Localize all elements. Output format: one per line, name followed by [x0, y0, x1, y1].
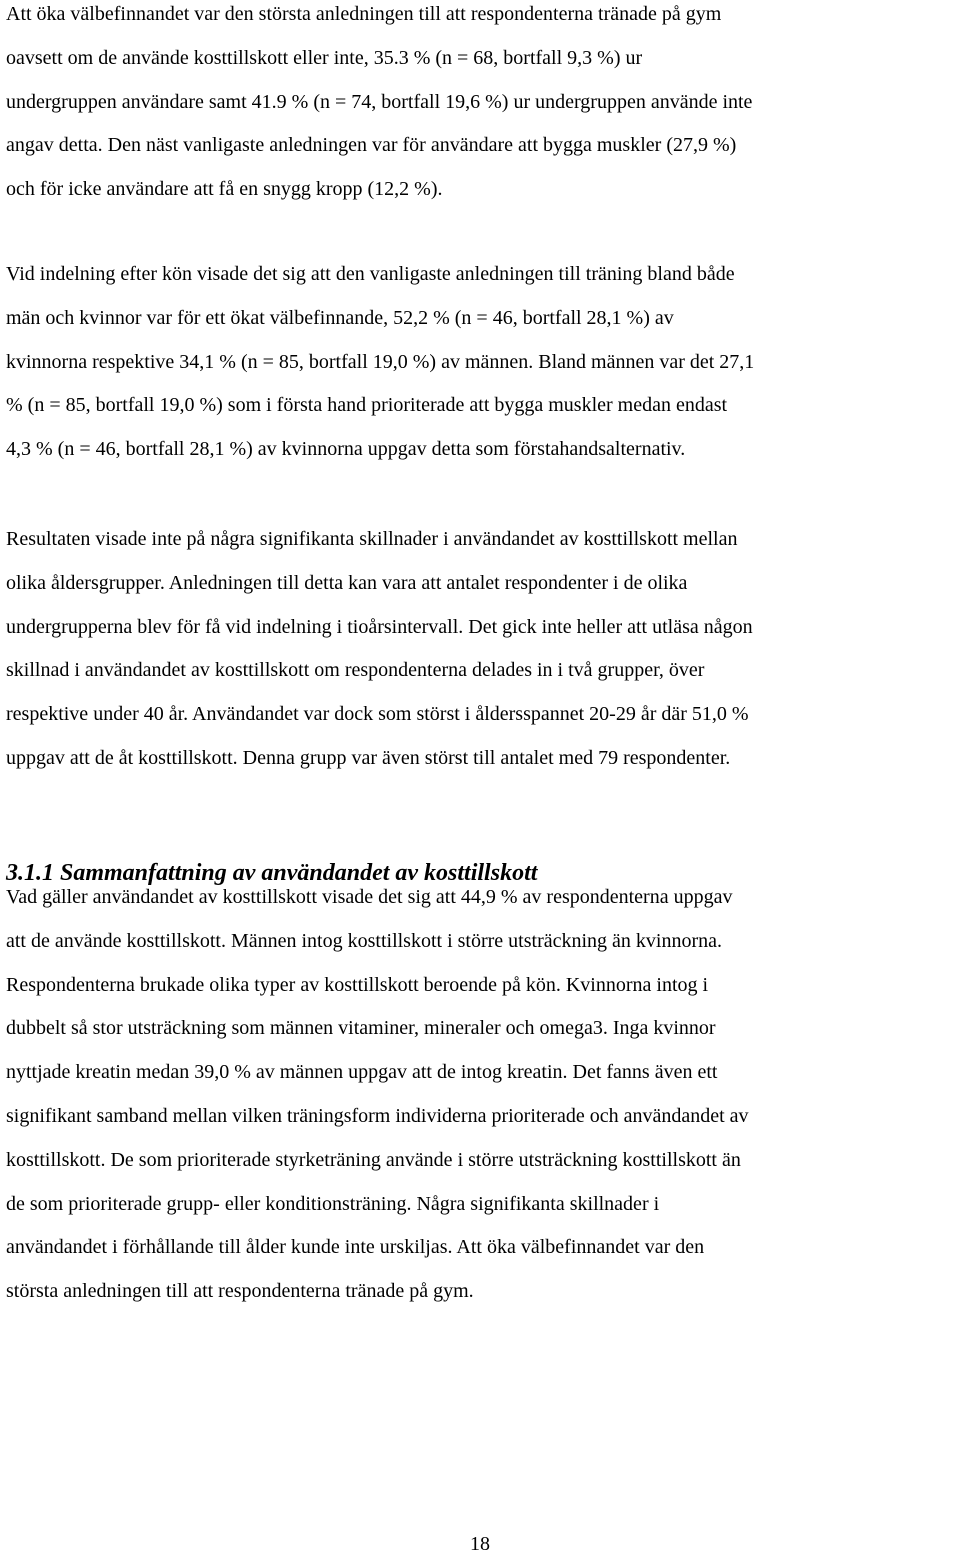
text-line: Resultaten visade inte på några signifikanta skillnader i användandet av kosttillskott mellan	[6, 528, 738, 550]
text-line: Vid indelning efter kön visade det sig att den vanligaste anledningen till träning bland både	[6, 263, 735, 285]
text-line: de som prioriterade grupp- eller konditionsträning. Några signifikanta skillnader i	[6, 1192, 660, 1215]
text-line: kosttillskott. De som prioriterade styrketräning använde i större utsträckning kosttillskott än	[6, 1148, 741, 1171]
text-line: % (n = 85, bortfall 19,0 %) som i första hand prioriterade att bygga muskler medan endast	[6, 394, 728, 417]
section-heading: 3.1.1 Sammanfattning av användandet av kosttillskott	[6, 859, 538, 886]
paragraph-summary	[6, 876, 749, 1314]
text-line: och för icke användare att få en snygg kropp (12,2 %).	[6, 178, 443, 201]
text-line: undergruppen användare samt 41.9 % (n = 74, bortfall 19,6 %) ur undergruppen använde inte	[6, 90, 753, 113]
text-line: 4,3 % (n = 46, bortfall 28,1 %) av kvinnorna uppgav detta som förstahandsalternativ.	[6, 438, 686, 461]
paragraph-gender-breakdown	[6, 253, 754, 472]
text-line: dubbelt så stor utsträckning som männen vitaminer, mineraler och omega3. Inga kvinnor	[6, 1017, 716, 1040]
text-line: nyttjade kreatin medan 39,0 % av männen uppgav att de intog kreatin. Det fanns även ett	[6, 1061, 718, 1084]
text-line: skillnad i användandet av kosttillskott om respondenterna delades in i två grupper, över	[6, 659, 705, 682]
text-line: Att öka välbefinnandet var den största anledningen till att respondenterna tränade på gym	[6, 3, 722, 25]
text-line: män och kvinnor var för ett ökat välbefinnande, 52,2 % (n = 46, bortfall 28,1 %) av	[6, 306, 674, 329]
text-line: olika åldersgrupper. Anledningen till detta kan vara att antalet respondenter i de olika	[6, 571, 688, 594]
paragraph-training-reasons	[6, 0, 752, 212]
page-number: 18	[470, 1533, 490, 1555]
text-line: Vad gäller användandet av kosttillskott visade det sig att 44,9 % av respondenterna uppgav	[6, 886, 733, 908]
text-line: undergrupperna blev för få vid indelning i tioårsintervall. Det gick inte heller att utläsa någon	[6, 615, 753, 638]
text-line: Respondenterna brukade olika typer av kosttillskott beroende på kön. Kvinnorna intog i	[6, 973, 709, 996]
text-line: angav detta. Den näst vanligaste anledningen var för användare att bygga muskler (27,9 %)	[6, 134, 737, 157]
text-line: användandet i förhållande till ålder kunde inte urskiljas. Att öka välbefinnandet var den	[6, 1236, 705, 1259]
text-line: signifikant samband mellan vilken träningsform individerna prioriterade och användandet av	[6, 1104, 749, 1127]
text-line: största anledningen till att respondenterna tränade på gym.	[6, 1280, 474, 1303]
text-line: att de använde kosttillskott. Männen intog kosttillskott i större utsträckning än kvinnorna.	[6, 929, 723, 952]
text-line: kvinnorna respektive 34,1 % (n = 85, bortfall 19,0 %) av männen. Bland männen var det 27,1	[6, 350, 755, 373]
text-line: uppgav att de åt kosttillskott. Denna grupp var även störst till antalet med 79 respondenter.	[6, 746, 731, 769]
text-line: oavsett om de använde kosttillskott eller inte, 35.3 % (n = 68, bortfall 9,3 %) ur	[6, 46, 643, 69]
text-line: respektive under 40 år. Användandet var dock som störst i åldersspannet 20-29 år där 51,0 %	[6, 703, 749, 726]
paragraph-age-groups	[6, 518, 753, 781]
